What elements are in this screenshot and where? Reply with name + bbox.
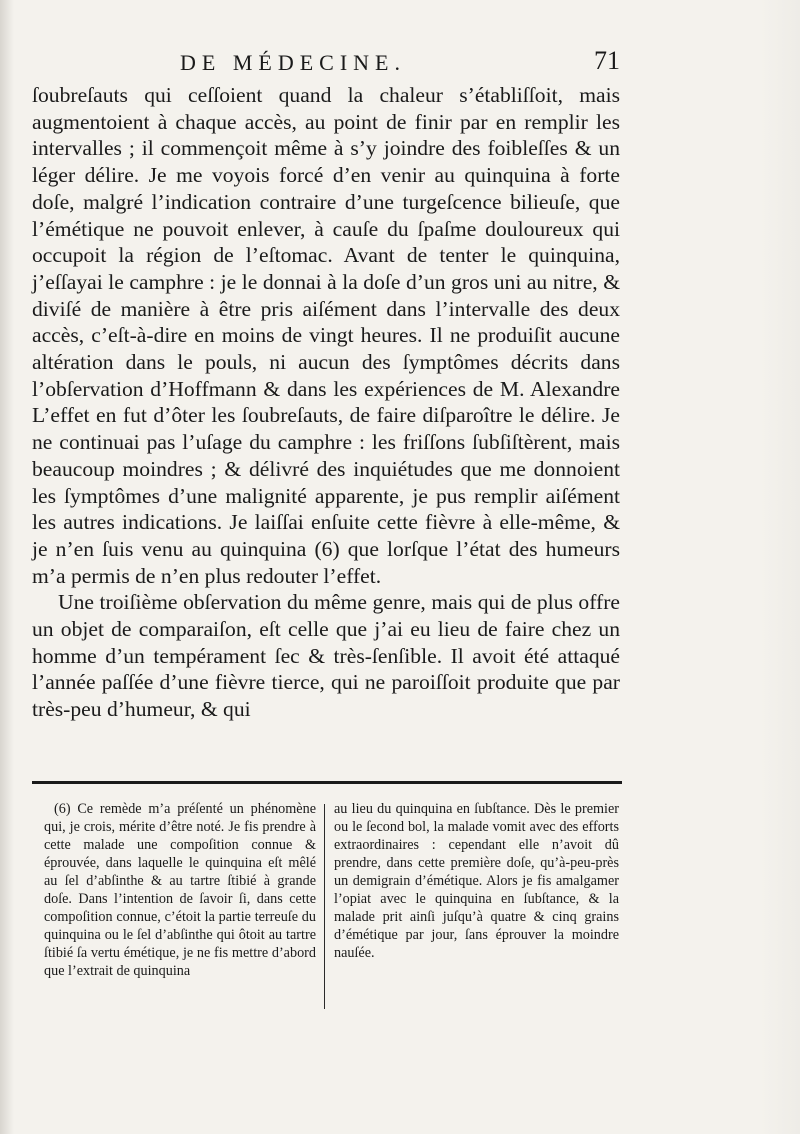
paragraph-continued: ſoubreſauts qui ceſſoient quand la chaleur s’établiſſoit, mais augmentoient à chaque accès, au point de finir par en remplir les intervalles ; il commençoit même à s’y joindre des foibleſſes & un léger délire. Je me voyois forcé d’en venir au quinquina à forte doſe, malgré l’indication contraire d’une turgeſcence bilieuſe, que l’émétique ne pouvoit enlever, à cauſe du ſpaſme douloureux qui occupoit la région de l’eſtomac. Avant de tenter le quinquina, j’eſſayai le camphre : je le donnai à la doſe d’un gros uni au nitre, & diviſé de manière à être pris aiſément dans l’intervalle des deux accès, c’eſt-à-dire en moins de vingt heures. Il ne produiſit aucune altération dans le pouls, ni aucun des ſymptômes décrits dans l’obſervation d’Hoffmann & dans les expériences de M. Alexandre L’effet en fut d’ôter les ſoubreſauts, de faire diſparoître le délire. Je ne continuai pas l’uſage du camphre : les friſſons ſubſiſtèrent, mais beaucoup moindres ; & délivré des inquiétudes que me donnoient les ſymptômes d’une malignité apparente, je pus remplir aiſément les autres indications. Je laiſſai enſuite cette fièvre à elle-même, & je n’en ſuis venu au quinquina (6) que lorſque l’état des humeurs m’a permis de n’en plus redouter l’effet. <box>32 83 620 588</box>
footnote-column-right <box>334 800 619 962</box>
footnote-block <box>44 800 620 1010</box>
paragraph-third-observation: Une troiſième obſervation du même genre, mais qui de plus offre un objet de comparaiſon, eſt celle que j’ai eu lieu de faire chez un homme d’un tempérament ſec & très-ſenſible. Il avoit été attaqué l’année paſſée d’une fièvre tierce, qui ne paroiſſoit produite que par très-peu d’humeur, & qui <box>32 590 620 722</box>
page-header <box>180 46 620 80</box>
footnote-6-text-right: au lieu du quinquina en ſubſtance. Dès le premier ou le ſecond bol, la malade vomit avec des efforts extraordinaires : cependant elle n’avoit dû prendre, dans cette première doſe, qu’à-peu-près un demigrain d’émétique. Alors je fis amalgamer l’opiat avec le quinquina en ſubſtance, & la malade prit ainſi juſqu’à quatre & cinq grains d’émétique par jour, ſans éprouver la moindre nauſée. <box>334 801 619 961</box>
page-edge <box>760 0 800 1134</box>
running-head: DE MÉDECINE. <box>180 50 406 75</box>
footnote-column-divider <box>324 804 325 1009</box>
page-gutter-shadow <box>0 0 14 1134</box>
main-text <box>32 82 620 723</box>
page-number: 71 <box>594 46 620 75</box>
footnote-column-left <box>44 800 316 980</box>
footnote-separator-rule <box>32 781 622 784</box>
footnote-6-text-left: (6) Ce remède m’a préſenté un phénomène qui, je crois, mérite d’être noté. Je fis prendre à cette malade une compoſition connue & éprouvée, dans laquelle le quinquina eſt mêlé au ſel d’abſinthe & au tartre ſtibié à grande doſe. Dans l’intention de ſavoir ſi, dans cette compoſition connue, c’étoit la partie terreuſe du quinquina ou le ſel d’abſinthe qui ôtoit au tartre ſtibié ſa vertu émétique, je ne fis mettre d’abord que l’extrait de quinquina <box>44 801 316 979</box>
